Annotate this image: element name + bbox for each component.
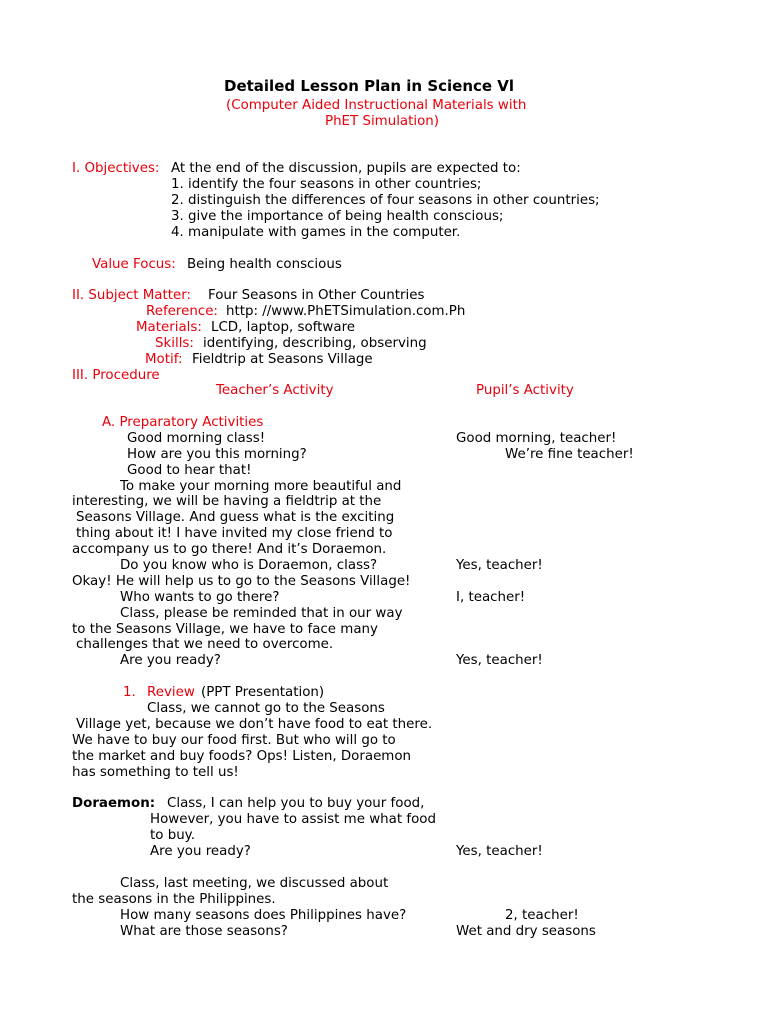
doraemon-line: to buy.	[150, 828, 195, 843]
pupil-line: We’re fine teacher!	[505, 447, 634, 462]
reference-text: http: //www.PhETSimulation.com.Ph	[226, 304, 466, 319]
teacher-line: Class, last meeting, we discussed about	[120, 876, 389, 891]
doraemon-line: Class, I can help you to buy your food,	[167, 796, 425, 811]
teacher-line: the market and buy foods? Ops! Listen, Doraemon	[72, 749, 412, 764]
objectives-intro: At the end of the discussion, pupils are expected to:	[171, 161, 521, 176]
review-number: 1.	[123, 685, 136, 700]
teacher-line: Okay! He will help us to go to the Seasons Village!	[72, 574, 411, 589]
objective-item: 2. distinguish the differences of four seasons in other countries;	[171, 193, 600, 208]
pupil-activity-header: Pupil’s Activity	[476, 383, 574, 398]
subject-matter-label: II. Subject Matter:	[72, 288, 192, 303]
teacher-line: Are you ready?	[120, 653, 221, 668]
subtitle-line1: (Computer Aided Instructional Materials with	[226, 98, 527, 113]
teacher-line: has something to tell us!	[72, 765, 239, 780]
teacher-line: How many seasons does Philippines have?	[120, 908, 407, 923]
doraemon-speaker: Doraemon:	[72, 796, 156, 811]
doraemon-line: However, you have to assist me what food	[150, 812, 436, 827]
value-focus-text: Being health conscious	[187, 257, 342, 272]
review-note: (PPT Presentation)	[201, 685, 325, 700]
doraemon-line: Are you ready?	[150, 844, 251, 859]
pupil-line: I, teacher!	[456, 590, 526, 605]
subtitle-line2: PhET Simulation)	[325, 114, 440, 129]
skills-text: identifying, describing, observing	[203, 336, 427, 351]
teacher-line: accompany us to go there! And it’s Doraemon.	[72, 542, 387, 557]
teacher-activity-header: Teacher’s Activity	[216, 383, 334, 398]
teacher-line: Who wants to go there?	[120, 590, 280, 605]
teacher-line: Class, we cannot go to the Seasons	[147, 701, 385, 716]
preparatory-activities-label: A. Preparatory Activities	[102, 415, 264, 430]
skills-label: Skills:	[155, 336, 194, 351]
materials-label: Materials:	[136, 320, 202, 335]
pupil-line: 2, teacher!	[505, 908, 579, 923]
objectives-label: I. Objectives:	[72, 161, 160, 176]
teacher-line: To make your morning more beautiful and	[120, 479, 402, 494]
review-label: Review	[147, 685, 195, 700]
objective-item: 1. identify the four seasons in other countries;	[171, 177, 482, 192]
procedure-label: III. Procedure	[72, 368, 160, 383]
pupil-line: Yes, teacher!	[456, 558, 543, 573]
motif-text: Fieldtrip at Seasons Village	[192, 352, 373, 367]
objective-item: 4. manipulate with games in the computer.	[171, 225, 461, 240]
teacher-line: Good to hear that!	[127, 463, 252, 478]
subject-matter-text: Four Seasons in Other Countries	[208, 288, 425, 303]
teacher-line: challenges that we need to overcome.	[76, 637, 334, 652]
pupil-line: Wet and dry seasons	[456, 924, 596, 939]
teacher-line: interesting, we will be having a fieldtrip at the	[72, 494, 382, 509]
teacher-line: to the Seasons Village, we have to face many	[72, 622, 378, 637]
page-title: Detailed Lesson Plan in Science Vl	[224, 77, 515, 95]
teacher-line: How are you this morning?	[127, 447, 307, 462]
value-focus-label: Value Focus:	[92, 257, 176, 272]
teacher-line: the seasons in the Philippines.	[72, 892, 276, 907]
teacher-line: What are those seasons?	[120, 924, 288, 939]
reference-label: Reference:	[146, 304, 218, 319]
teacher-line: Good morning class!	[127, 431, 266, 446]
motif-label: Motif:	[145, 352, 183, 367]
materials-text: LCD, laptop, software	[211, 320, 356, 335]
pupil-line: Yes, teacher!	[456, 653, 543, 668]
teacher-line: Class, please be reminded that in our way	[120, 606, 403, 621]
pupil-line: Good morning, teacher!	[456, 431, 617, 446]
teacher-line: thing about it! I have invited my close friend to	[76, 526, 393, 541]
teacher-line: Seasons Village. And guess what is the exciting	[76, 510, 395, 525]
pupil-line: Yes, teacher!	[456, 844, 543, 859]
teacher-line: We have to buy our food first. But who will go to	[72, 733, 396, 748]
teacher-line: Do you know who is Doraemon, class?	[120, 558, 378, 573]
objective-item: 3. give the importance of being health conscious;	[171, 209, 504, 224]
teacher-line: Village yet, because we don’t have food to eat there.	[76, 717, 433, 732]
